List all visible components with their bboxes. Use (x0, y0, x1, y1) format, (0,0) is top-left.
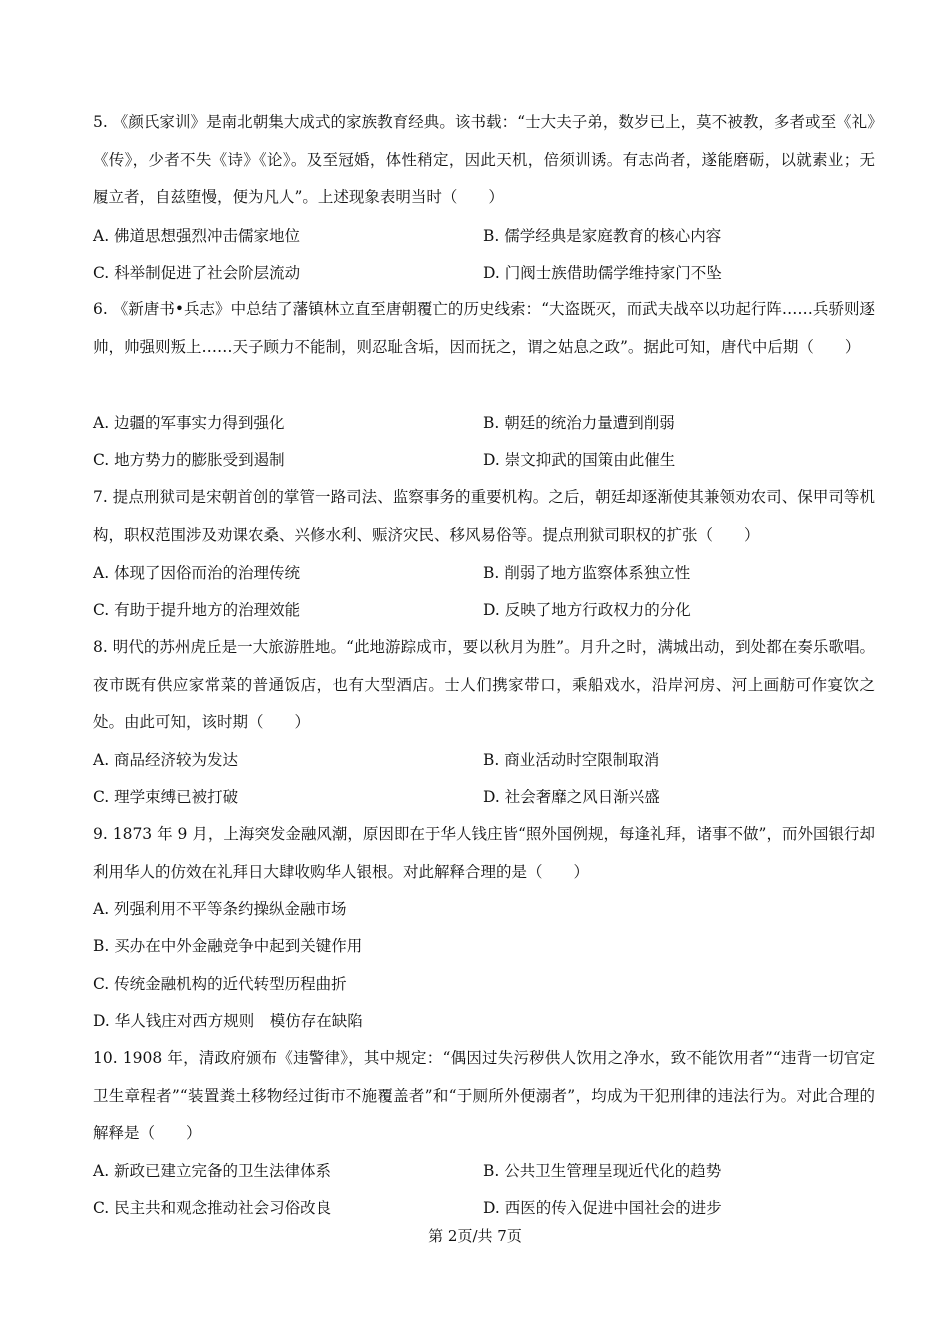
question-6-option-a: A. 边疆的军事实力得到强化 (93, 414, 285, 432)
question-7-option-a: A. 体现了因俗而治的治理传统 (93, 564, 301, 582)
question-5-option-c: C. 科举制促进了社会阶层流动 (93, 264, 301, 282)
question-8-option-a: A. 商品经济较为发达 (93, 751, 239, 769)
question-6-option-c: C. 地方势力的膨胀受到遏制 (93, 451, 285, 469)
question-10-option-c: C. 民主共和观念推动社会习俗改良 (93, 1199, 332, 1217)
question-5-option-b: B. 儒学经典是家庭教育的核心内容 (483, 227, 722, 245)
question-6-option-d: D. 崇文抑武的国策由此催生 (483, 451, 676, 469)
question-5-option-a: A. 佛道思想强烈冲击儒家地位 (93, 227, 301, 245)
question-6-option-b: B. 朝廷的统治力量遭到削弱 (483, 414, 675, 432)
question-8-option-b: B. 商业活动时空限制取消 (483, 751, 660, 769)
question-9-stem: 9. 1873 年 9 月，上海突发金融风潮，原因即在于华人钱庄皆“照外国例规，每逢礼拜，诸事不做”，而外国银行却利用华人的仿效在礼拜日大肆收购华人银根。对此解释合理的是（ ） (93, 825, 875, 881)
question-10-stem: 10. 1908 年，清政府颁布《违警律》，其中规定：“偶因过失污秽供人饮用之净水，致不能饮用者”“违背一切官定卫生章程者”“装置粪土移物经过街市不施覆盖者”和“于厕所外便溺者”，均成为干犯刑律的违法行为。对此合理的解释是（ ） (93, 1049, 875, 1142)
question-7-stem: 7. 提点刑狱司是宋朝首创的掌管一路司法、监察事务的重要机构。之后，朝廷却逐渐使其兼领劝农司、保甲司等机构，职权范围涉及劝课农桑、兴修水利、赈济灾民、移风易俗等。提点刑狱司职权的扩张（ ） (93, 488, 875, 544)
question-8-option-d: D. 社会奢靡之风日渐兴盛 (483, 788, 660, 806)
question-9-option-a: A. 列强利用不平等条约操纵金融市场 (93, 900, 347, 918)
question-5-stem: 5. 《颜氏家训》是南北朝集大成式的家族教育经典。该书载：“士大夫子弟，数岁已上，莫不被教，多者或至《礼》《传》，少者不失《诗》《论》。及至冠婚，体性稍定，因此天机，倍须训诱。有志尚者，遂能磨砺，以就素业；无履立者，自兹堕慢，便为凡人”。上述现象表明当时（ ） (93, 113, 875, 206)
question-5-option-d: D. 门阀士族借助儒学维持家门不坠 (483, 264, 722, 282)
question-8-option-c: C. 理学束缚已被打破 (93, 788, 239, 806)
question-7-option-b: B. 削弱了地方监察体系独立性 (483, 564, 691, 582)
question-10-option-d: D. 西医的传入促进中国社会的进步 (483, 1199, 722, 1217)
page-number-footer: 第 2页/共 7页 (428, 1227, 522, 1245)
question-8-stem: 8. 明代的苏州虎丘是一大旅游胜地。“此地游踪成市，要以秋月为胜”。月升之时，满城出动，到处都在奏乐歌唱。夜市既有供应家常菜的普通饭店，也有大型酒店。士人们携家带口，乘船戏水，沿岸河房、河上画舫可作宴饮之处。由此可知，该时期（ ） (93, 638, 875, 731)
question-7-option-d: D. 反映了地方行政权力的分化 (483, 601, 691, 619)
question-9-option-b: B. 买办在中外金融竞争中起到关键作用 (93, 937, 363, 955)
question-9-option-d: D. 华人钱庄对西方规则 模仿存在缺陷 (93, 1012, 363, 1030)
question-6-stem: 6. 《新唐书•兵志》中总结了藩镇林立直至唐朝覆亡的历史线索：“大盗既灭，而武夫战卒以功起行阵……兵骄则逐帅，帅强则叛上……天子顾力不能制，则忍耻含垢，因而抚之，谓之姑息之政”。据此可知，唐代中后期（ ） (93, 300, 875, 356)
question-9-option-c: C. 传统金融机构的近代转型历程曲折 (93, 975, 347, 993)
question-10-option-b: B. 公共卫生管理呈现近代化的趋势 (483, 1162, 722, 1180)
question-7-option-c: C. 有助于提升地方的治理效能 (93, 601, 301, 619)
question-10-option-a: A. 新政已建立完备的卫生法律体系 (93, 1162, 332, 1180)
